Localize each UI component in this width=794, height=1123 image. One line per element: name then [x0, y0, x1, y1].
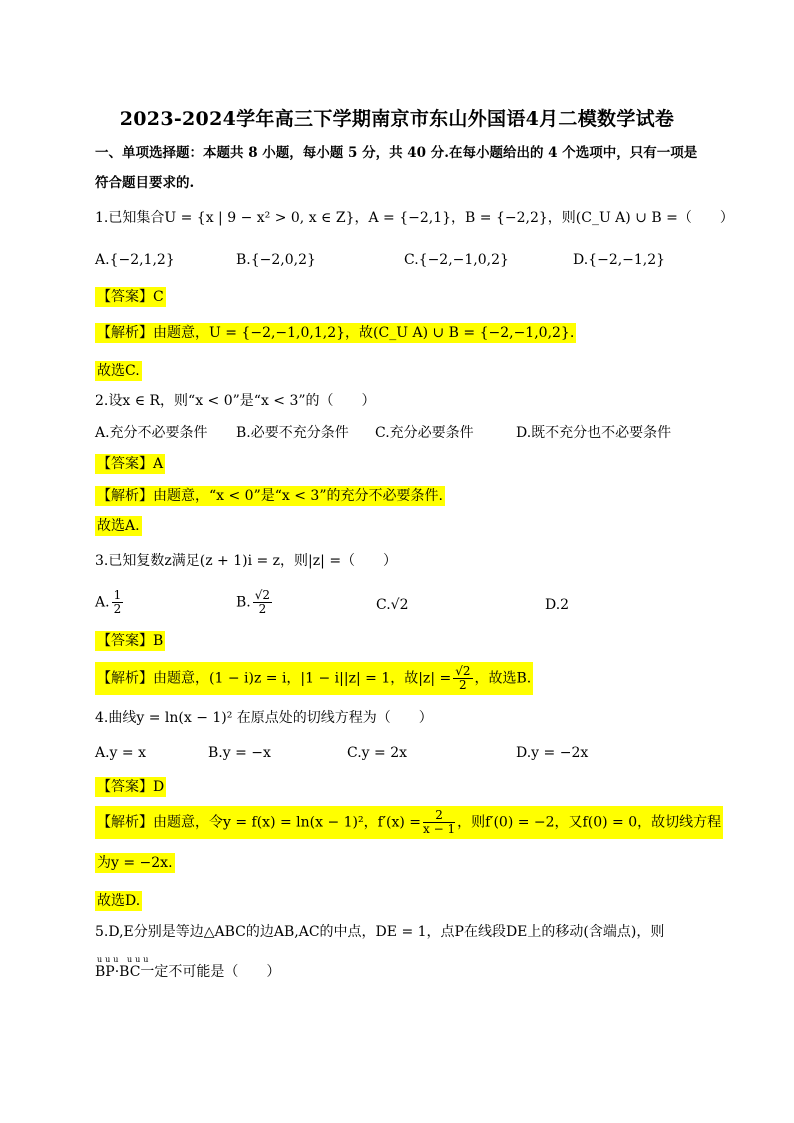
q4-option-b: B.y = −x [208, 745, 271, 761]
q1-option-b: B.{−2,0,2} [236, 252, 316, 268]
q3-analysis-denominator: 2 [459, 678, 467, 692]
q3-option-a-fraction [112, 589, 124, 616]
q3-option-d: D.2 [545, 597, 570, 613]
q3-option-b-numerator: √2 [254, 588, 271, 602]
q3-option-b-fraction [253, 589, 272, 616]
q4-option-c: C.y = 2x [347, 745, 408, 761]
q5-stem-line1: 5.D,E分别是等边△ABC的边AB,AC的中点，DE = 1，点P在线段DE上的移动(含端点)，则 [95, 924, 665, 940]
q3-analysis-numerator: √2 [455, 664, 471, 678]
q2-option-a: A.充分不必要条件 [95, 425, 208, 441]
q2-option-b: B.必要不充分条件 [236, 425, 349, 441]
q4-option-a: A.y = x [95, 745, 146, 761]
q3-option-b [236, 589, 274, 616]
q1-option-c: C.{−2,−1,0,2} [404, 252, 509, 268]
q3-option-a-label: A. [95, 594, 110, 611]
q1-analysis: 【解析】由题意，U = {−2,−1,0,1,2}，故(C_U A) ∪ B = {−2,−1,0,2}. [97, 325, 575, 341]
q4-stem: 4.曲线y = ln(x − 1)² 在原点处的切线方程为（ ） [95, 710, 433, 726]
q3-analysis-fraction [453, 665, 472, 692]
q2-stem: 2.设x ∈ R，则“x < 0”是“x < 3”的（ ） [95, 393, 376, 409]
q2-analysis: 【解析】由题意，“x < 0”是“x < 3”的充分不必要条件. [97, 488, 443, 504]
q3-option-a [95, 589, 125, 616]
vector-arrow-marks: uuu uuu [97, 955, 152, 964]
q3-option-c: C.√2 [376, 597, 409, 613]
q3-option-a-denominator: 2 [113, 602, 122, 616]
q4-analysis-numerator: 2 [423, 809, 455, 823]
q2-option-c: C.充分必要条件 [375, 425, 474, 441]
section-instructions-line2: 符合题目要求的. [95, 175, 195, 191]
q3-option-b-denominator: 2 [258, 602, 267, 616]
q1-option-a: A.{−2,1,2} [95, 252, 175, 268]
q4-analysis-denominator: x − 1 [423, 822, 456, 836]
q4-option-d: D.y = −2x [516, 745, 589, 761]
q1-answer: 【答案】C [97, 289, 164, 305]
q1-conclusion: 故选C. [97, 363, 140, 379]
q3-stem: 3.已知复数z满足(z + 1)i = z，则|z| =（ ） [95, 553, 398, 569]
q2-answer: 【答案】A [97, 456, 164, 472]
q4-analysis [95, 806, 723, 839]
q5-stem-line2: BP·BC一定不可能是（ ） [95, 964, 281, 980]
q4-analysis-post: ，则f′(0) = −2，又f(0) = 0，故切线方程 [457, 814, 722, 831]
q3-analysis-post: ，故选B. [474, 670, 532, 687]
q2-option-d: D.既不充分也不必要条件 [516, 425, 672, 441]
q2-conclusion: 故选A. [97, 518, 140, 534]
q3-option-a-numerator: 1 [113, 588, 122, 602]
q4-analysis-fraction [423, 809, 455, 836]
page-title: 2023-2024学年高三下学期南京市东山外国语4月二模数学试卷 [119, 108, 675, 130]
q3-option-b-label: B. [236, 594, 251, 611]
q4-answer: 【答案】D [97, 779, 165, 795]
q3-answer: 【答案】B [97, 633, 164, 649]
q4-conclusion: 故选D. [97, 893, 141, 909]
section-instructions-line1: 一、单项选择题：本题共 8 小题，每小题 5 分，共 40 分.在每小题给出的 4 个选项中，只有一项是 [95, 145, 698, 161]
q4-analysis-pre: 【解析】由题意，令y = f(x) = ln(x − 1)²，f′(x) = [97, 814, 421, 831]
q3-analysis-pre: 【解析】由题意，(1 − i)z = i，|1 − i||z| = 1，故|z| = [97, 670, 452, 687]
q4-analysis-line2: 为y = −2x. [97, 855, 173, 871]
q1-stem: 1.已知集合U = {x | 9 − x² > 0, x ∈ Z}，A = {−2,1}，B = {−2,2}，则(C_U A) ∪ B =（ ） [95, 210, 734, 226]
q3-analysis [95, 662, 533, 695]
q1-option-d: D.{−2,−1,2} [573, 252, 666, 268]
